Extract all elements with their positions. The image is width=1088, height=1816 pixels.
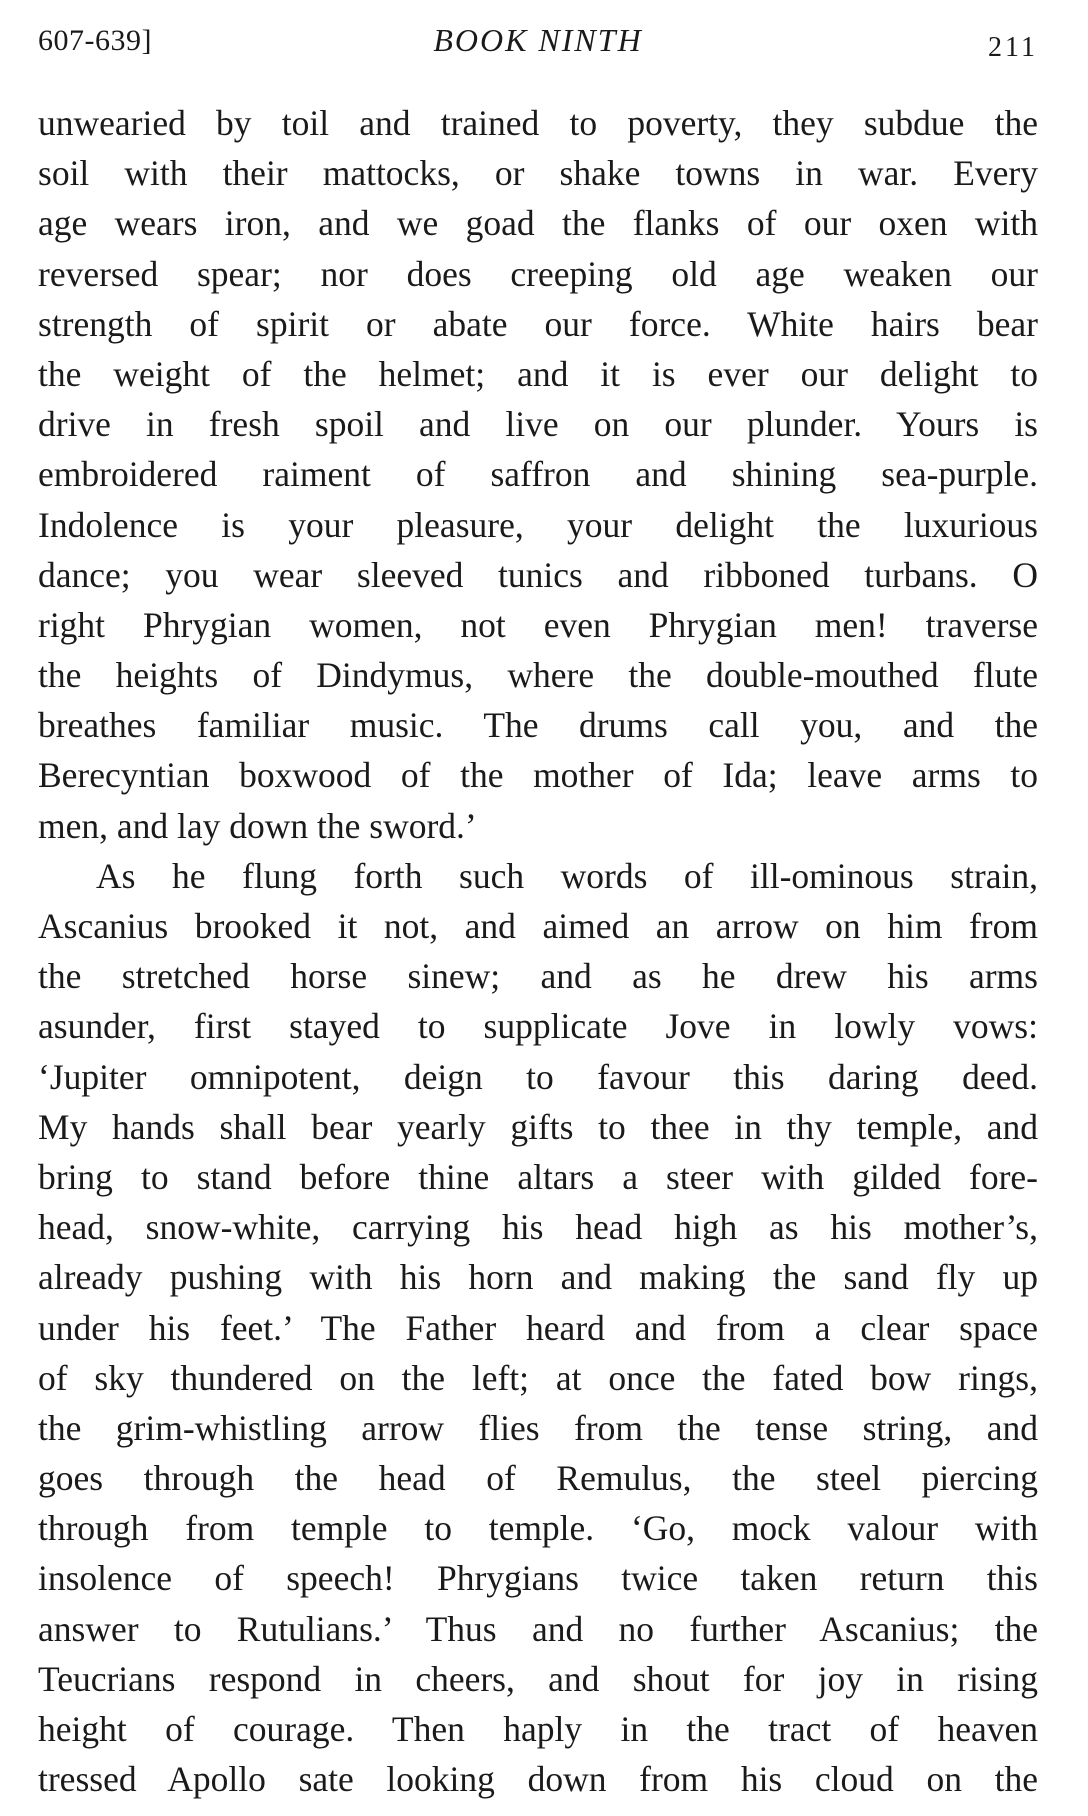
text-line: asunder, first stayed to supplicate Jove in lowly vows: bbox=[38, 1006, 1038, 1047]
text-line: the weight of the helmet; and it is ever our delight to bbox=[38, 353, 1038, 394]
text-line: through from temple to temple. ‘Go, mock valour with bbox=[38, 1508, 1038, 1549]
text-line: men, and lay down the sword.’ bbox=[38, 805, 477, 846]
text-line: unwearied by toil and trained to poverty, they subdue the bbox=[38, 103, 1038, 143]
text-line: of sky thundered on the left; at once the fated bow rings, bbox=[38, 1357, 1038, 1398]
paragraph-2 bbox=[38, 851, 1038, 1805]
text-line: bring to stand before thine altars a steer with gilded fore- bbox=[38, 1156, 1038, 1197]
text-line: Berecyntian boxwood of the mother of Ida; leave arms to bbox=[38, 755, 1038, 796]
text-line: ‘Jupiter omnipotent, deign to favour this daring deed. bbox=[38, 1056, 1038, 1097]
text-line: strength of spirit or abate our force. White hairs bear bbox=[38, 303, 1038, 344]
text-line: drive in fresh spoil and live on our plunder. Yours is bbox=[38, 404, 1038, 445]
text-line: embroidered raiment of saffron and shining sea-purple. bbox=[38, 454, 1038, 495]
text-line: reversed spear; nor does creeping old age weaken our bbox=[38, 253, 1038, 294]
text-line: answer to Rutulians.’ Thus and no further Ascanius; the bbox=[38, 1608, 1038, 1649]
text-line: As he flung forth such words of ill-ominous strain, bbox=[96, 855, 1038, 896]
text-line: the grim-whistling arrow flies from the tense string, and bbox=[38, 1407, 1038, 1448]
text-line: the stretched horse sinew; and as he drew his arms bbox=[38, 956, 1038, 997]
text-line: right Phrygian women, not even Phrygian men! traverse bbox=[38, 604, 1038, 645]
text-line: My hands shall bear yearly gifts to thee in thy temple, and bbox=[38, 1106, 1038, 1147]
line-range: 607-639] bbox=[38, 24, 152, 57]
page-number: 211 bbox=[988, 32, 1038, 63]
text-line: head, snow-white, carrying his head high as his mother’s, bbox=[38, 1207, 1038, 1248]
book-title: BOOK NINTH bbox=[433, 22, 643, 58]
text-line: under his feet.’ The Father heard and from a clear space bbox=[38, 1307, 1038, 1348]
text-line: Teucrians respond in cheers, and shout for joy in rising bbox=[38, 1658, 1038, 1699]
text-line: goes through the head of Remulus, the steel piercing bbox=[38, 1458, 1038, 1499]
body-text bbox=[38, 98, 1038, 1804]
text-line: Ascanius brooked it not, and aimed an arrow on him from bbox=[38, 906, 1038, 946]
text-line: dance; you wear sleeved tunics and ribboned turbans. O bbox=[38, 554, 1038, 595]
text-line: height of courage. Then haply in the tract of heaven bbox=[38, 1709, 1038, 1749]
text-line: already pushing with his horn and making the sand fly up bbox=[38, 1257, 1038, 1298]
paragraph-1 bbox=[38, 98, 1038, 851]
text-line: tressed Apollo sate looking down from his cloud on the bbox=[38, 1759, 1038, 1800]
text-line: breathes familiar music. The drums call you, and the bbox=[38, 705, 1038, 746]
text-line: soil with their mattocks, or shake towns in war. Every bbox=[38, 153, 1038, 194]
running-head bbox=[38, 22, 1038, 62]
text-line: insolence of speech! Phrygians twice taken return this bbox=[38, 1558, 1038, 1599]
text-line: Indolence is your pleasure, your delight the luxurious bbox=[38, 504, 1038, 545]
text-line: the heights of Dindymus, where the double-mouthed flute bbox=[38, 655, 1038, 696]
text-line: age wears iron, and we goad the flanks of our oxen with bbox=[38, 203, 1038, 244]
